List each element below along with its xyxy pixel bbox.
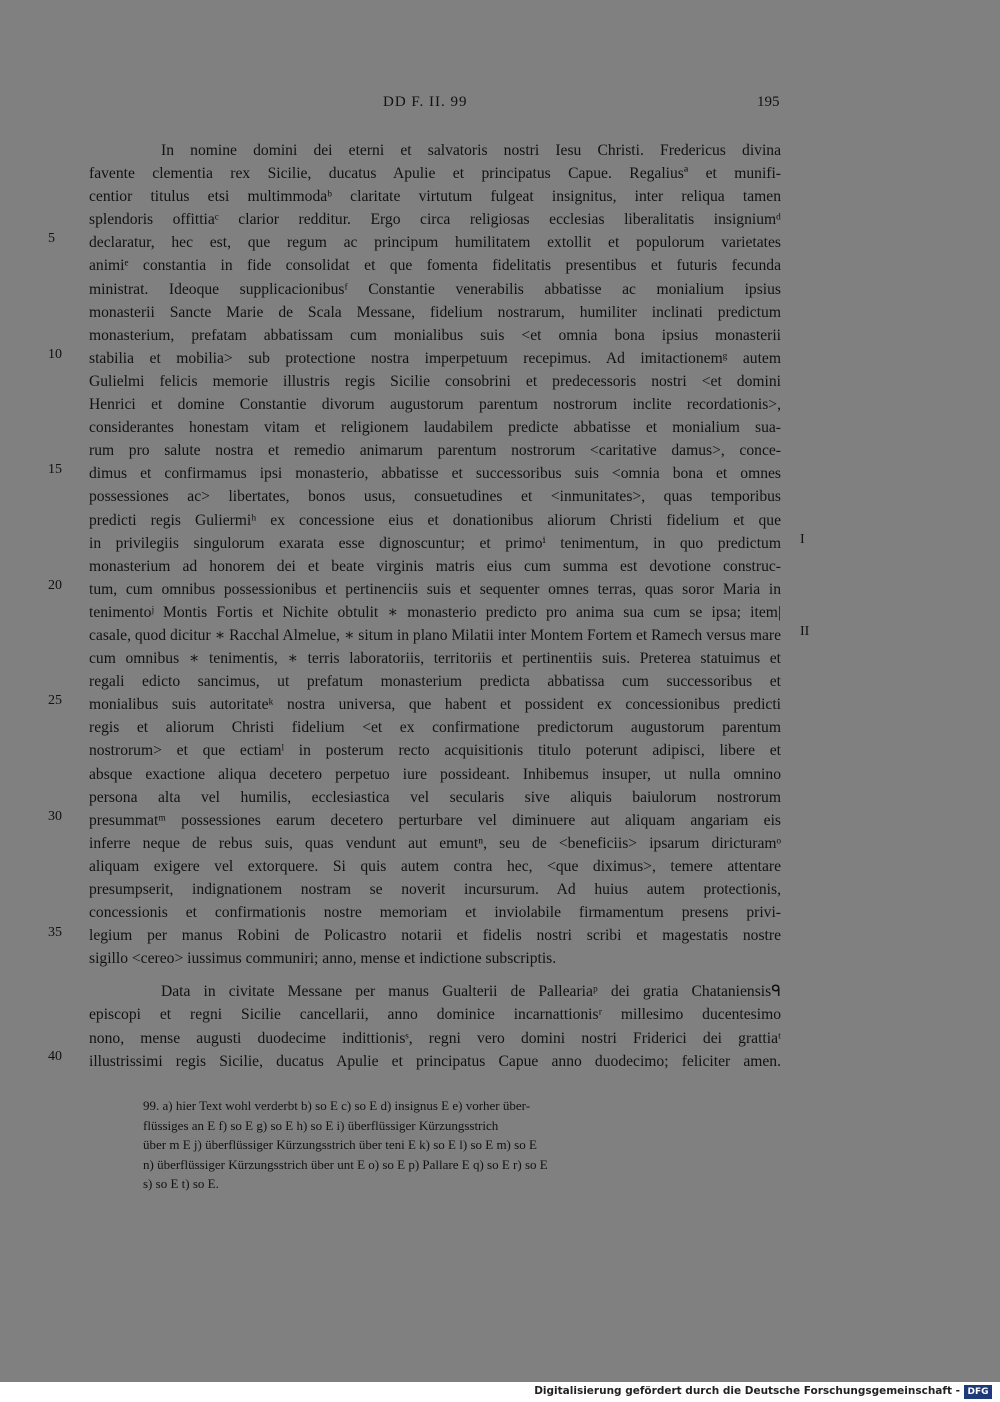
- text-line: In nomine domini dei eterni et salvatoris nostri Iesu Christi. Fredericus divina: [161, 142, 781, 159]
- line-number: 15: [48, 462, 62, 477]
- text-line: monasterium, prefatam abbatissam cum monialibus suis <et omnia bona ipsius monasterii: [89, 326, 781, 344]
- text-line: monialibus suis autoritateᵏ nostra universa, que habent et possident ex concessionibus predicti: [89, 696, 781, 714]
- text-line: aliquam exigere vel extorquere. Si quis autem contra hec, <que diximus>, temere attentare: [89, 857, 781, 875]
- line-number: 25: [48, 693, 62, 708]
- margin-note: I: [800, 532, 805, 547]
- text-line: Data in civitate Messane per manus Gualterii de Palleariaᵖ dei gratia Chataniensisᑫ: [161, 983, 781, 1001]
- page-number: 195: [757, 94, 780, 110]
- text-line: absque exactione aliqua decetero perpetuo iure possideant. Inhibemus insuper, ut nulla omnino: [89, 765, 781, 783]
- text-line: presumpserit, indignationem nostram se noverit incursurum. Ad huius autem protectionis,: [89, 881, 781, 898]
- text-line: regis et aliorum Christi fidelium <et ex confirmatione predictorum augustorum parentum: [89, 719, 781, 737]
- running-title: DD F. II. 99: [383, 94, 468, 110]
- text-line: tenimentoʲ Montis Fortis et Nichite obtulit ∗ monasterio predicto pro anima sua cum se ipsa; item|: [89, 603, 781, 621]
- text-line: dimus et confirmamus ipsi monasterio, abbatisse et successoribus suis <omnia bona et omnes: [89, 465, 781, 483]
- text-line: Henrici et domine Constantie divorum augustorum parentum nostrorum inclite recordationis>,: [89, 396, 781, 414]
- text-line: episcopi et regni Sicilie cancellarii, anno dominice incarnattionisʳ millesimo ducentesimo: [89, 1006, 781, 1024]
- footnote-line: s) so E t) so E.: [143, 1176, 219, 1191]
- text-line: legium per manus Robini de Policastro notarii et fidelis nostri scribi et magestatis nostre: [89, 927, 781, 945]
- text-line: favente clementia rex Sicilie, ducatus Apulie et principatus Capue. Regaliusª et munifi-: [89, 165, 781, 183]
- text-line: monasterii Sancte Marie de Scala Messane, fidelium nostrarum, humiliter inclinati predictum: [89, 303, 781, 321]
- footnote-line: n) überflüssiger Kürzungsstrich über unt E o) so E p) Pallare E q) so E r) so E: [143, 1156, 548, 1172]
- text-line: predicti regis Guliermiʰ ex concessione eius et donationibus aliorum Christi fidelium et que: [89, 511, 781, 529]
- text-line: in privilegiis singulorum exarata esse dignoscuntur; et primoⁱ tenimentum, in quo predictum: [89, 534, 781, 552]
- text-line: rum pro salute nostra et remedio animarum parentum nostrorum <caritative damus>, conce-: [89, 442, 781, 460]
- footer-bar: [0, 1382, 1000, 1402]
- text-line: splendoris offittiaᶜ clarior redditur. Ergo circa religiosas ecclesias liberalitatis insigniumᵈ: [89, 211, 781, 229]
- text-line: sigillo <cereo> iussimus communiri; anno, mense et indictione subscriptis.: [89, 950, 557, 968]
- funding-notice: Digitalisierung gefördert durch die Deutsche Forschungsgemeinschaft -: [534, 1385, 960, 1397]
- text-line: regali edicto sancimus, ut prefatum monasterium predicta abbatissa cum successoribus et: [89, 673, 781, 691]
- text-line: declaratur, hec est, que regum ac principum humilitatem extollit et populorum varietates: [89, 234, 781, 252]
- footnotes: [143, 1096, 783, 1194]
- footnote-line: über m E j) überflüssiger Kürzungsstrich über teni E k) so E l) so E m) so E: [143, 1137, 537, 1152]
- text-line: persona alta vel humilis, ecclesiastica vel secularis sive aliquis baiulorum nostrorum: [89, 788, 781, 806]
- line-number: 35: [48, 925, 62, 940]
- line-number: 5: [48, 231, 55, 246]
- line-number: 40: [48, 1049, 62, 1064]
- text-line: considerantes honestam vitam et religionem laudabilem predicte abbatisse et monialium sua-: [89, 419, 781, 437]
- text-line: centior titulus etsi multimmodaᵇ claritate virtutum fulgeat insignitus, inter reliqua tamen: [89, 188, 781, 206]
- text-line: nono, mense augusti duodecime indittionisˢ, regni vero domini nostri Friderici dei grattiaᵗ: [89, 1029, 781, 1047]
- footnote-line: flüssiges an E f) so E g) so E h) so E i) überflüssiger Kürzungsstrich: [143, 1117, 499, 1133]
- text-line: possessiones ac> libertates, bonos usus, consuetudines et <inmunitates>, quas temporibus: [89, 488, 781, 506]
- dfg-logo-icon: DFG: [964, 1385, 992, 1399]
- text-line: stabilia et mobilia> sub protectione nostra imperpetuum recepimus. Ad imitactionemᵍ autem: [89, 349, 781, 367]
- footnote-line: 99. a) hier Text wohl verderbt b) so E c) so E d) insignus E e) vorher über-: [143, 1098, 531, 1113]
- text-line: animiᵉ constantia in fide consolidat et que fomenta fidelitatis presentibus et futuris fecunda: [89, 257, 781, 275]
- page-header: [0, 94, 1000, 116]
- margin-note: II: [800, 624, 810, 639]
- text-line: concessionis et confirmationis nostre memoriam et inviolabile firmamentum presens privi-: [89, 904, 781, 922]
- line-number: 10: [48, 347, 62, 362]
- text-line: Gulielmi felicis memorie illustris regis Sicilie consobrini et predecessoris nostri <et domini: [89, 372, 781, 390]
- text-line: presummatᵐ possessiones earum decetero perturbare vel diminuere aut aliquam angariam eis: [89, 811, 781, 829]
- line-number: 20: [48, 578, 62, 593]
- text-line: tum, cum omnibus possessionibus et pertinenciis suis et sequenter omnes terras, quas soror Maria in: [89, 580, 781, 598]
- text-line: monasterium ad honorem dei et beate virginis matris eius cum summa est devotione construc-: [89, 557, 781, 575]
- text-line: nostrorum> et que ectiamˡ in posterum recto acquisitionis titulo poterunt adipisci, libere et: [89, 742, 781, 760]
- text-line: casale, quod dicitur ∗ Racchal Almelue, ∗ situm in plano Milatii inter Montem Fortem et Ramech versus mare: [89, 626, 781, 644]
- document-body: [89, 139, 781, 1073]
- text-line: illustrissimi regis Sicilie, ducatus Apulie et principatus Capue anno duodecimo; feliciter amen.: [89, 1052, 781, 1070]
- line-number: 30: [48, 809, 62, 824]
- text-line: inferre neque de rebus suis, quas vendunt aut emuntⁿ, seu de <beneficiis> ipsarum diricturamᵒ: [89, 834, 781, 852]
- text-line: ministrat. Ideoque supplicacionibusᶠ Constantie venerabilis abbatisse ac monialium ipsius: [89, 280, 781, 298]
- text-line: cum omnibus ∗ tenimentis, ∗ terris laboratoriis, territoriis et pertinentiis suis. Preterea statuimus et: [89, 650, 781, 668]
